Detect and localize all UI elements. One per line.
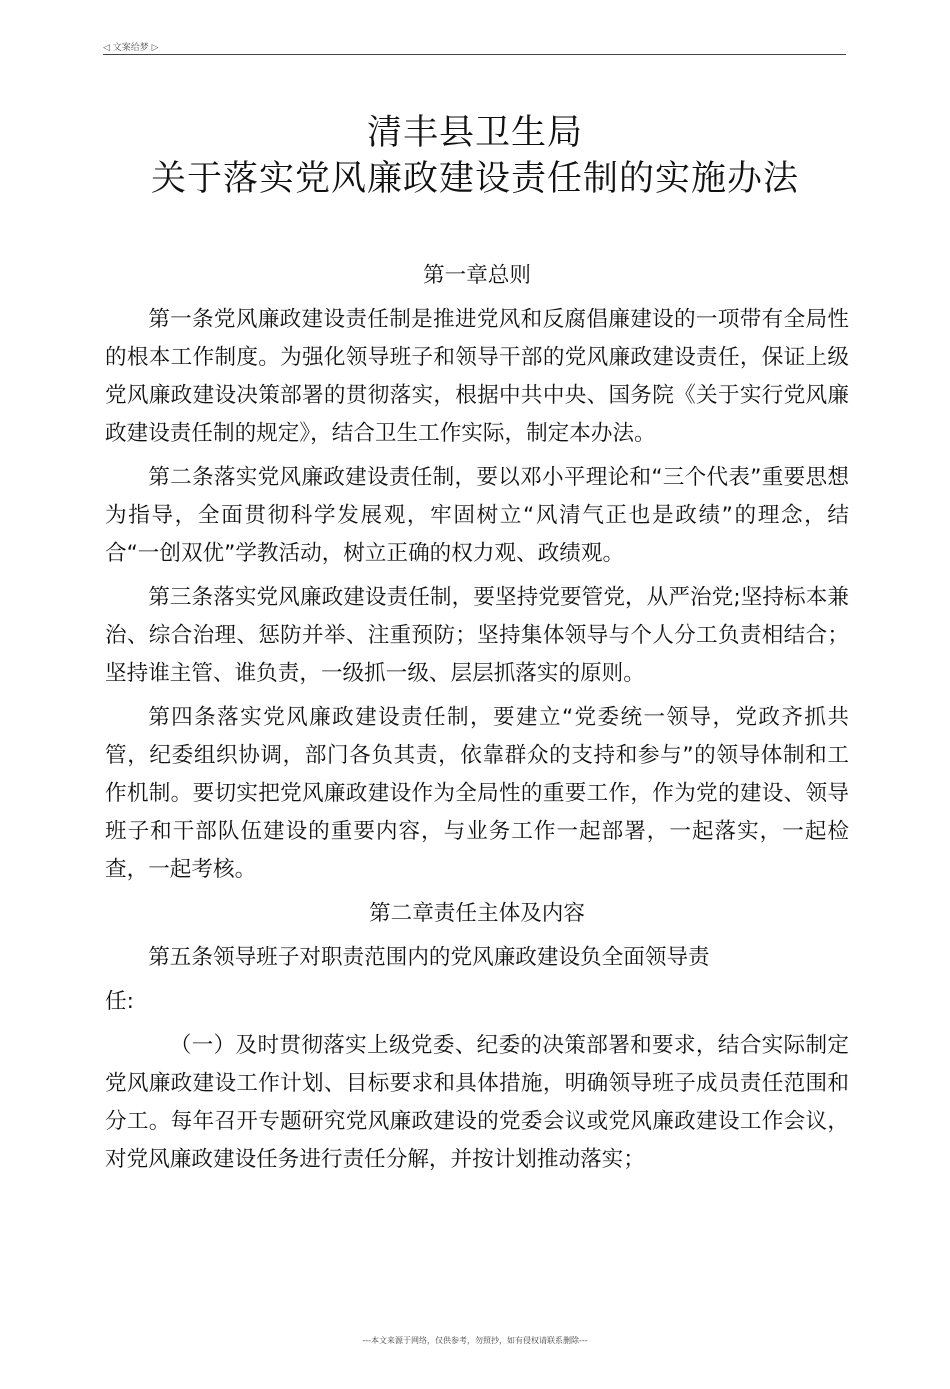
header-divider bbox=[103, 54, 846, 55]
article-4: 第四条落实党风廉政建设责任制，要建立“党委统一领导，党政齐抓共管，纪委组织协调，部门各负其责，依靠群众的支持和参与”的领导体制和工作机制。要切实把党风廉政建设作为全局性的重要工作，作为党的建设、领导班子和干部队伍建设的重要内容，与业务工作一起部署，一起落实，一起检查，一起考核。 bbox=[105, 705, 849, 882]
chapter2-heading: 第二章责任主体及内容 bbox=[369, 901, 585, 926]
document-title-line2: 关于落实党风廉政建设责任制的实施办法 bbox=[150, 159, 799, 200]
footer-disclaimer: ---本文来源于网络，仅供参考，勿照抄，如有侵权请联系删除--- bbox=[362, 1336, 588, 1345]
article-5-line2: 任: bbox=[105, 989, 134, 1014]
header-mark: ◁ 文案给梦 ▷ bbox=[103, 43, 159, 53]
chapter1-heading: 第一章总则 bbox=[423, 263, 531, 288]
document-body bbox=[105, 257, 849, 1179]
document-title-line1: 清丰县卫生局 bbox=[366, 113, 583, 154]
article-1: 第一条党风廉政建设责任制是推进党风和反腐倡廉建设的一项带有全局性的根本工作制度。为强化领导班子和领导干部的党风廉政建设责任，保证上级党风廉政建设决策部署的贯彻落实，根据中共中央、国务院《关于实行党风廉政建设责任制的规定》，结合卫生工作实际，制定本办法。 bbox=[105, 307, 849, 446]
article-5-line1: 第五条领导班子对职责范围内的党风廉政建设负全面领导责 bbox=[148, 945, 710, 970]
article-5-item-1: （一）及时贯彻落实上级党委、纪委的决策部署和要求，结合实际制定党风廉政建设工作计划、目标要求和具体措施，明确领导班子成员责任范围和分工。每年召开专题研究党风廉政建设的党委会议或党风廉政建设工作会议，对党风廉政建设任务进行责任分解，并按计划推动落实； bbox=[105, 1033, 849, 1172]
article-2: 第二条落实党风廉政建设责任制，要以邓小平理论和“三个代表”重要思想为指导，全面贯彻科学发展观，牢固树立“风清气正也是政绩”的理念，结合“一创双优”学教活动，树立正确的权力观、政绩观。 bbox=[105, 465, 849, 566]
article-3: 第三条落实党风廉政建设责任制，要坚持党要管党，从严治党;坚持标本兼治、综合治理、惩防并举、注重预防；坚持集体领导与个人分工负责相结合；坚持谁主管、谁负责，一级抓一级、层层抓落实的原则。 bbox=[105, 585, 849, 686]
